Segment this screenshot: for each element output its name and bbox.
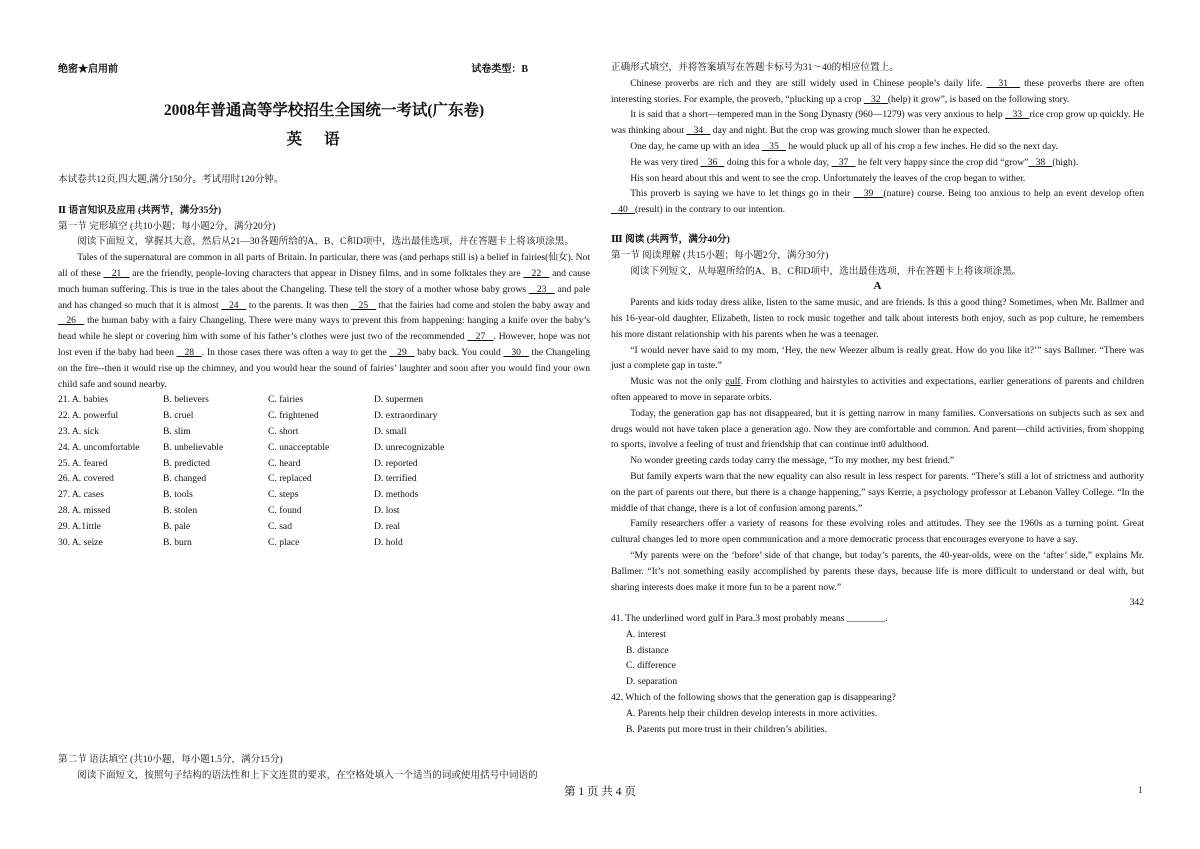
left-column [58,172,590,550]
blank-39: 39 [853,188,884,200]
blank-25: 25 [350,299,376,311]
option-row [58,535,590,551]
blank-27: 27 [467,331,494,343]
option-b: B. slim [163,425,191,437]
answer-option: A. interest [626,628,666,640]
option-a: 22. A. powerful [58,410,119,422]
grammar-para: This proverb is saying we have to let things go in their 39 (nature) course. Being too anxious to help an event develop often 40 (result) in the contrary to our intention. [611,188,1144,216]
option-d: D. supermen [374,394,424,406]
option-row [58,471,590,487]
secret-label: 绝密★启用前 [58,64,118,75]
page-footer: 第 1 页 共 4 页 [564,786,636,798]
paper-type-label: 试卷类型：B [471,64,528,75]
option-row [58,440,590,456]
option-c: C. place [268,536,300,548]
option-b: B. unbelievable [163,441,224,453]
option-row [58,408,590,424]
blank-22: 22 [523,267,550,279]
cloze-options [58,392,590,550]
section2-part1: 第一节 完形填空 (共10小题；每小题2分，满分20分) [58,220,276,232]
answer-option: A. Parents help their children develop interests in more activities. [626,707,878,719]
blank-28: 28 [176,346,202,358]
option-d: D. terrified [374,473,417,485]
grammar-instruction-cont: 正确形式填空，并将答案填写在答题卡标号为31～40的相应位置上。 [611,62,899,73]
reading-para: Family researchers offer a variety of reasons for these evolving roles and attitudes. They see the 1960s as a turning point. Great cultural changes led to more open communication and a more democratic process that encourages everyone to have a say. [611,518,1144,546]
blank-21: 21 [103,267,130,279]
question-42-options [611,706,1144,738]
passage-label: A [873,280,882,293]
option-a: 30. A. seize [58,536,103,548]
option-d: D. methods [374,489,419,501]
reading-para: No wonder greeting cards today carry the message, “To my mother, my best friend.” [630,455,955,467]
option-row [58,424,590,440]
subject-title: 英语 [286,131,362,148]
option-b: B. pale [163,520,191,532]
option-row [58,519,590,535]
section2-instruction: 阅读下面短文，掌握其大意，然后从21—30各题所给的A、B、C和D项中，选出最佳选项，并在答题卡上将该项涂黑。 [77,236,574,248]
option-d: D. hold [374,536,403,548]
answer-option: D. separation [626,676,678,688]
blank-26: 26 [58,315,85,327]
reading-para: Today, the generation gap has not disappeared, but it is getting narrow in many families. Conversations on subjects such as sex and drugs would not have taken place a generation ago. Now they are comfortable and common. And parent—child activities, from shopping to sports, involve a feeling of trust and friendship that can continue int0 adulthood. [611,407,1144,451]
option-a: 25. A. feared [58,457,108,469]
blank-24: 24 [221,299,247,311]
grammar-intro [58,752,590,784]
option-c: C. replaced [268,473,312,485]
option-a: 29. A.1ittle [58,520,101,532]
blank-30: 30 [503,346,529,358]
option-d: D. reported [374,457,418,469]
grammar-para: One day, he came up with an idea 35 he would pluck up all of his crop a few inches. He did so the next day. [630,140,1058,152]
option-row [58,392,590,408]
blank-38: 38 [1028,156,1053,168]
grammar-para: Chinese proverbs are rich and they are still widely used in Chinese people’s daily life. 31 these proverbs there are often interesting stories. For example, the proverb, “plucking up a crop 32 (help) it grow”, is based on the following story. [611,77,1145,105]
blank-32: 32 [863,93,888,105]
blank-34: 34 [686,125,711,137]
option-d: D. extraordinary [374,410,438,422]
option-c: C. found [268,504,302,516]
grammar-para: He was very tired 36 doing this for a whole day, 37 he felt very happy since the crop did “grow” 38 (high). [630,156,1079,168]
option-a: 24. A. uncomfortable [58,441,140,453]
page-reference: 342 [1129,597,1144,609]
blank-33: 33 [1005,109,1030,121]
underlined-word: gulf [725,376,741,388]
blank-36: 36 [700,156,725,168]
reading-para: “I would never have said to my mom, ‘Hey, the new Weezer album is really great. How do you like it?’” says Ballmer. “There was just a complete gap in taste.” [611,344,1144,372]
option-b: B. predicted [163,457,210,469]
option-b: B. burn [163,536,192,548]
option-c: C. short [268,425,299,437]
grammar-passage [611,76,1144,218]
exam-intro: 本试卷共12页,四大题,满分150分。考试用时120分钟。 [58,174,284,185]
blank-31: 31 [986,77,1021,89]
option-c: C. unacceptable [268,441,330,453]
option-c: C. sad [268,520,292,532]
option-b: B. tools [163,489,193,501]
answer-option: C. difference [626,660,676,672]
option-d: D. real [374,520,401,532]
option-c: C. steps [268,489,299,501]
question-41: 41. The underlined word gulf in Para.3 most probably means ________. [611,613,888,625]
cloze-passage: Tales of the supernatural are common in all parts of Britain. In particular, there was (and perhaps still is) a belief in fairies(仙女). Not all of these 21 are the friendly, people-loving characters that appear in Disney films, and in some folktales they are 22 and cause much human suffering. This is true in the tales about the Changeling. These tell the story of a mother whose baby grows 23 and pale and has changed so much that it is almost 24 to the parents. It was then 25 that the fairies had come and stolen the baby away and 26 the human baby with a fairy Changeling. There were many ways to prevent this from happening: hanging a knife over the baby’s head while he slept or covering him with some of his father’s clothes were just two of the recommended 27 . However, hope was not lost even if the baby had been 28 . In those cases there was often a way to get the 29 baby back. You could 30 the Changeling on the fire--then it would rise up the chimney, and you would hear the sound of fairies’ laughter and soon after you would find your own child safe and sound nearby. [58,252,591,390]
section3-heading: Ⅲ 阅读 (共两节，满分40分) [611,233,730,245]
option-d: D. lost [374,504,400,516]
answer-option: B. Parents put more trust in their children’s abilities. [626,723,827,735]
option-row [58,456,590,472]
section2-part2: 第二节 语法填空 (共10小题，每小题1.5分，满分15分) [58,754,283,765]
section2-part2-instruction: 阅读下面短文，按照句子结构的语法性和上下文连贯的要求，在空格处填入一个适当的词或使用括号中词语的 [77,769,538,781]
option-row [58,503,590,519]
option-a: 26. A. covered [58,473,114,485]
option-b: B. changed [163,473,207,485]
reading-para: Parents and kids today dress alike, listen to the same music, and are friends. Is this a good thing? Sometimes, when Mr. Ballmer and his 16-year-old daughter, Elizabeth, listen to rock music together and talk about interests both enjoy, such as pop culture, he remembers his more distant relationship with his parents when he was a teenager. [611,297,1144,340]
exam-title: 2008年普通高等学校招生全国统一考试(广东卷) [163,102,485,119]
question-42: 42. Which of the following shows that the generation gap is disappearing? [611,692,896,704]
option-a: 27. A. cases [58,489,104,501]
section2-heading: Ⅱ 语言知识及应用 (共两节，满分35分) [58,204,222,216]
option-d: D. unrecognizable [374,441,445,453]
option-b: B. stolen [163,504,198,516]
blank-35: 35 [761,140,786,152]
reading-para-3: Music was not the only gulf. From clothing and hairstyles to activities and expectations, earlier generations of parents and children often appeared to move in separate orbits. [611,376,1144,403]
grammar-para: It is said that a short—tempered man in the Song Dynasty (960—1279) was very anxious to help 33 rice crop grow up quickly. He was thinking about 34 day and night. But the crop was growing much slower than he expected. [611,109,1145,137]
option-a: 28. A. missed [58,504,111,516]
header-row [58,60,528,75]
option-b: B. cruel [163,410,194,422]
blank-37: 37 [831,156,856,168]
reading-para: “My parents were on the ‘before’ side of that change, but today’s parents, the 40-year-olds, were on the ‘after’ side,” explains Mr. Ballmer. “It’s not something easily accomplished by parents these days, because life is more difficult to understand or deal with, but sharing interests does make it more fun to be a parent now.” [611,549,1144,593]
option-a: 21. A. babies [58,394,109,406]
blank-40: 40 [611,204,635,216]
reading-para: But family experts warn that the new equality can also result in less respect for parents. “There’s still a lot of strictness and authority on the part of parents out there, but there is a change happening,” says Kerrie, a psychology professor at Lebanon Valley College. “In the middle of that change, there is a lot of confusion among parents.” [611,470,1144,514]
blank-29: 29 [389,346,415,358]
option-c: C. frightened [268,410,319,422]
section3-instruction: 阅读下列短文，从每题所给的A、B、C和D项中，选出最佳选项，并在答题卡上将该项涂黑。 [630,265,1022,277]
option-a: 23. A. sick [58,425,100,437]
option-c: C. fairies [268,394,304,406]
option-c: C. heard [268,457,301,469]
right-column [611,60,1144,737]
section3-part1: 第一节 阅读理解 (共15小题；每小题2分，满分30分) [611,249,829,261]
corner-page-number: 1 [1138,785,1143,795]
option-row [58,487,590,503]
blank-23: 23 [528,283,555,295]
answer-option: B. distance [626,644,669,656]
option-d: D. small [374,425,407,437]
option-b: B. believers [163,394,209,406]
question-41-options [611,627,1144,690]
grammar-para: His son heard about this and went to see the crop. Unfortunately the leaves of the crop began to wither. [630,172,1026,184]
